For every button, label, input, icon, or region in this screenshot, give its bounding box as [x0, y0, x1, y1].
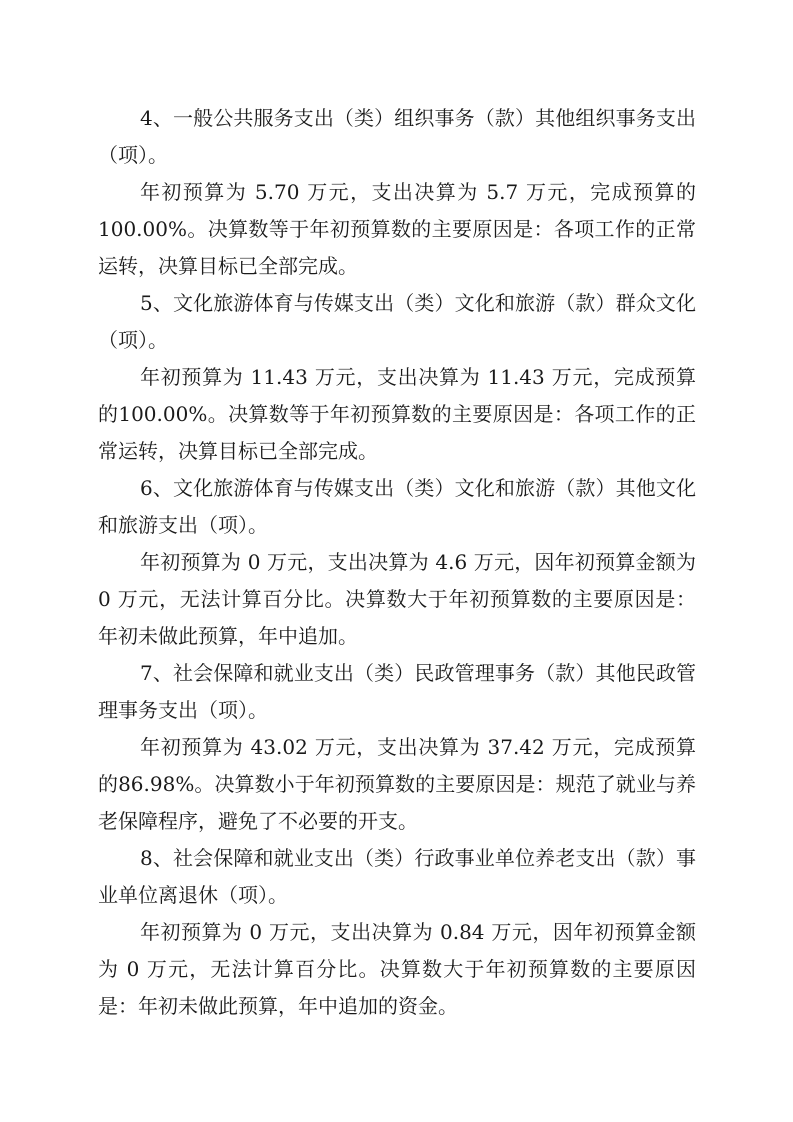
item-4-body: 年初预算为 5.70 万元，支出决算为 5.7 万元，完成预算的100.00%。决算数等于年初预算数的主要原因是：各项工作的正常运转，决算目标已全部完成。	[98, 180, 696, 278]
item-8-body: 年初预算为 0 万元，支出决算为 0.84 万元，因年初预算金额为 0 万元，无法计算百分比。决算数大于年初预算数的主要原因是：年初未做此预算，年中追加的资金。	[98, 920, 696, 1018]
item-7-body: 年初预算为 43.02 万元，支出决算为 37.42 万元，完成预算的86.98%。决算数小于年初预算数的主要原因是：规范了就业与养老保障程序，避免了不必要的开支。	[98, 735, 696, 833]
item-5-body: 年初预算为 11.43 万元，支出决算为 11.43 万元，完成预算的100.00%。决算数等于年初预算数的主要原因是：各项工作的正常运转，决算目标已全部完成。	[98, 365, 696, 463]
document-page	[98, 100, 696, 1025]
item-6-body: 年初预算为 0 万元，支出决算为 4.6 万元，因年初预算金额为 0 万元，无法计算百分比。决算数大于年初预算数的主要原因是：年初未做此预算，年中追加。	[98, 550, 696, 648]
item-7-heading: 7、社会保障和就业支出（类）民政管理事务（款）其他民政管理事务支出（项）。	[98, 661, 696, 722]
item-8-heading: 8、社会保障和就业支出（类）行政事业单位养老支出（款）事业单位离退休（项）。	[98, 846, 696, 907]
item-4-heading: 4、一般公共服务支出（类）组织事务（款）其他组织事务支出（项）。	[98, 106, 696, 167]
item-5-heading: 5、文化旅游体育与传媒支出（类）文化和旅游（款）群众文化（项）。	[98, 291, 696, 352]
item-6-heading: 6、文化旅游体育与传媒支出（类）文化和旅游（款）其他文化和旅游支出（项）。	[98, 476, 696, 537]
